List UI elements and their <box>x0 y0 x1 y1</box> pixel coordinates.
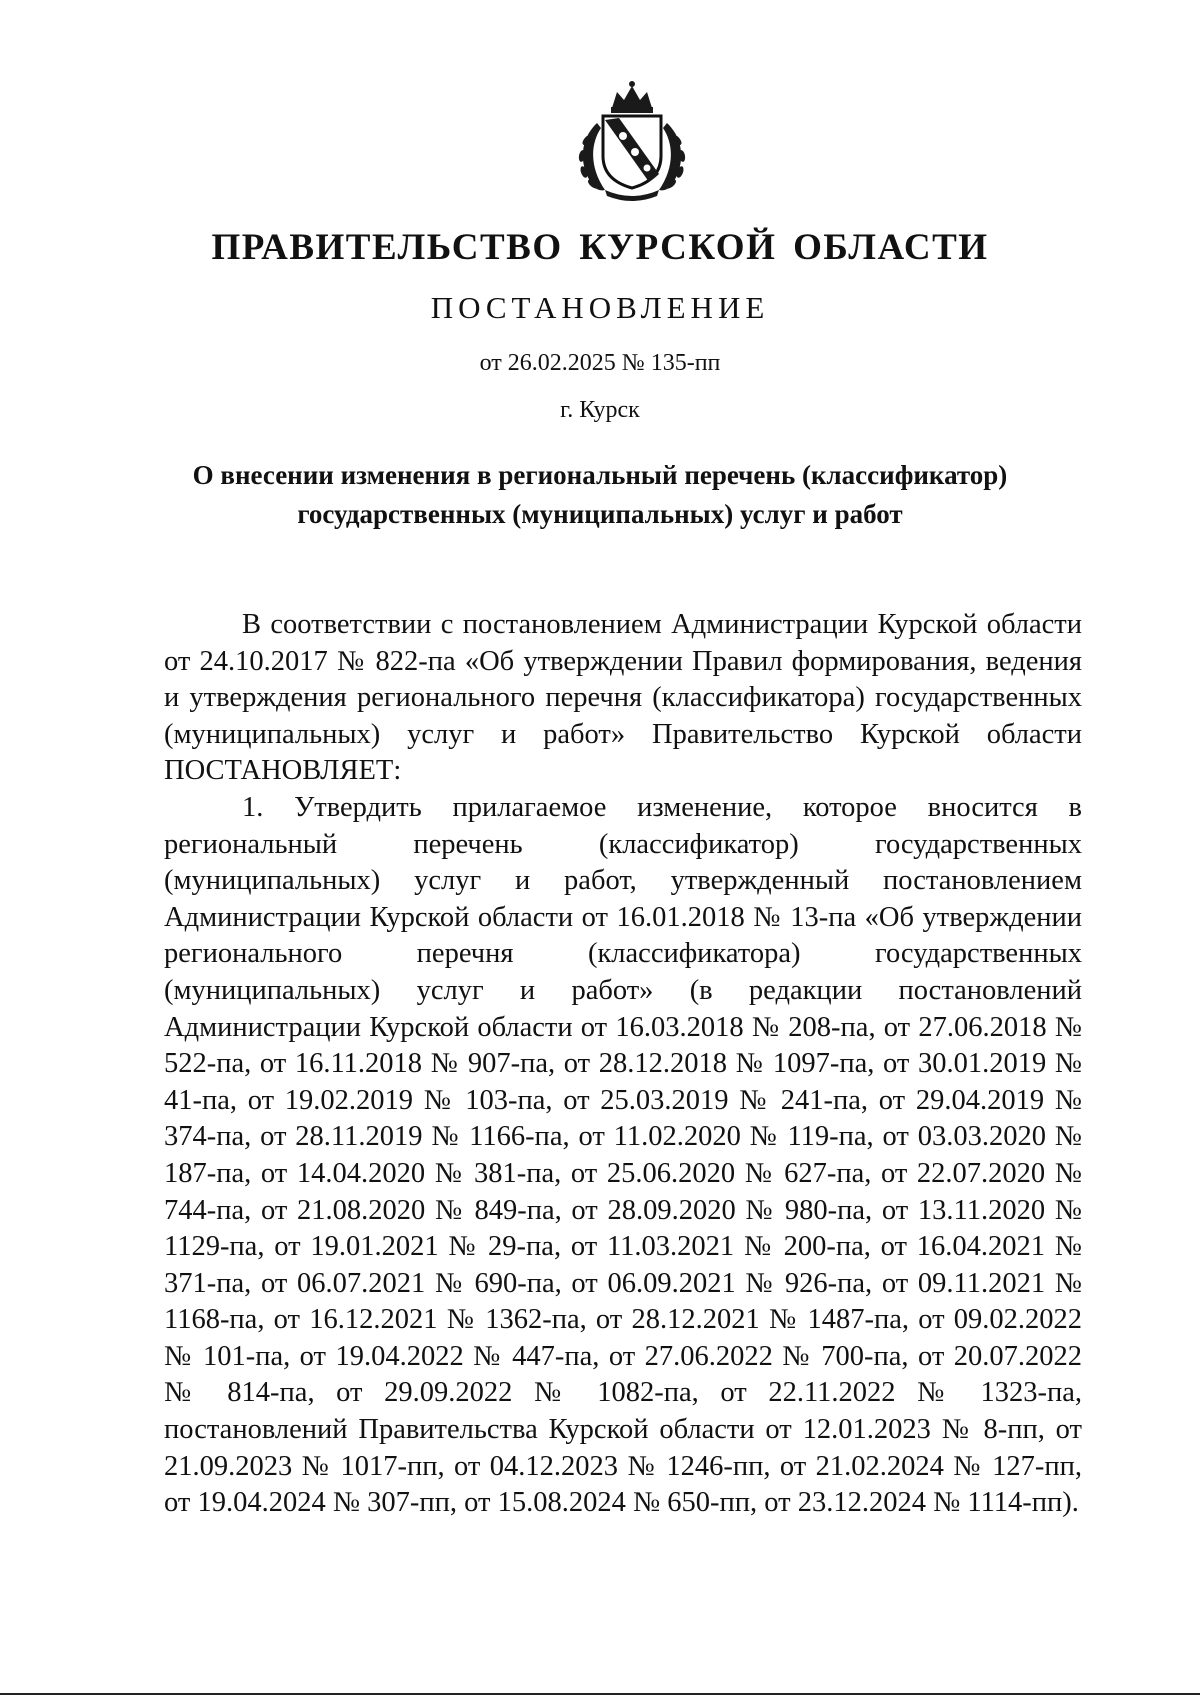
document-subject <box>150 456 1050 534</box>
document-city: г. Курск <box>560 397 640 423</box>
kursk-coat-of-arms-icon <box>567 78 697 203</box>
item-1-paragraph: 1. Утвердить прилагаемое изменение, которое вносится в региональный перечень (классификатор) государственных (муниципальных) услуг и работ, утвержденный постановлением Администрации Курской области от 16.01.2018 № 13-па «Об утверждении регионального перечня (классификатора) государственных (муниципальных) услуг и работ» (в редакции постановлений Администрации Курской области от 16.03.2018 № 208-па, от 27.06.2018 № 522-па, от 16.11.2018 № 907-па, от 28.12.2018 № 1097-па, от 30.01.2019 № 41-па, от 19.02.2019 № 103-па, от 25.03.2019 № 241-па, от 29.04.2019 № 374-па, от 28.11.2019 № 1166-па, от 11.02.2020 № 119-па, от 03.03.2020 № 187-па, от 14.04.2020 № 381-па, от 25.06.2020 № 627-па, от 22.07.2020 № 744-па, от 21.08.2020 № 849-па, от 28.09.2020 № 980-па, от 13.11.2020 № 1129-па, от 19.01.2021 № 29-па, от 11.03.2021 № 200-па, от 16.04.2021 № 371-па, от 06.07.2021 № 690-па, от 06.09.2021 № 926-па, от 09.11.2021 № 1168-па, от 16.12.2021 № 1362-па, от 28.12.2021 № 1487-па, от 09.02.2022 № 101-па, от 19.04.2022 № 447-па, от 27.06.2022 № 700-па, от 20.07.2022 № 814-па, от 29.09.2022 № 1082-па, от 22.11.2022 № 1323-па, постановлений Правительства Курской области от 12.01.2023 № 8-пп, от 21.09.2023 № 1017-пп, от 04.12.2023 № 1246-пп, от 21.02.2024 № 127-пп, от 19.04.2024 № 307-пп, от 15.08.2024 № 650-пп, от 23.12.2024 № 1114-пп). <box>164 791 1082 1519</box>
document-type: ПОСТАНОВЛЕНИЕ <box>430 290 770 325</box>
document-body <box>164 607 1082 1522</box>
preamble-paragraph: В соответствии с постановлением Администрации Курской области от 24.10.2017 № 822-па «Об утверждении Правил формирования, ведения и утверждения регионального перечня (классификатора) государственных (муниципальных) услуг и работ» Правительство Курской области ПОСТАНОВЛЯЕТ: <box>164 609 1082 787</box>
subject-line-1: О внесении изменения в региональный перечень (классификатор) <box>192 460 1008 490</box>
subject-line-2: государственных (муниципальных) услуг и работ <box>297 499 903 529</box>
organization-title: ПРАВИТЕЛЬСТВО КУРСКОЙ ОБЛАСТИ <box>211 227 989 268</box>
document-date-number: от 26.02.2025 № 135-пп <box>479 350 721 376</box>
bottom-edge-line <box>0 1693 1200 1695</box>
